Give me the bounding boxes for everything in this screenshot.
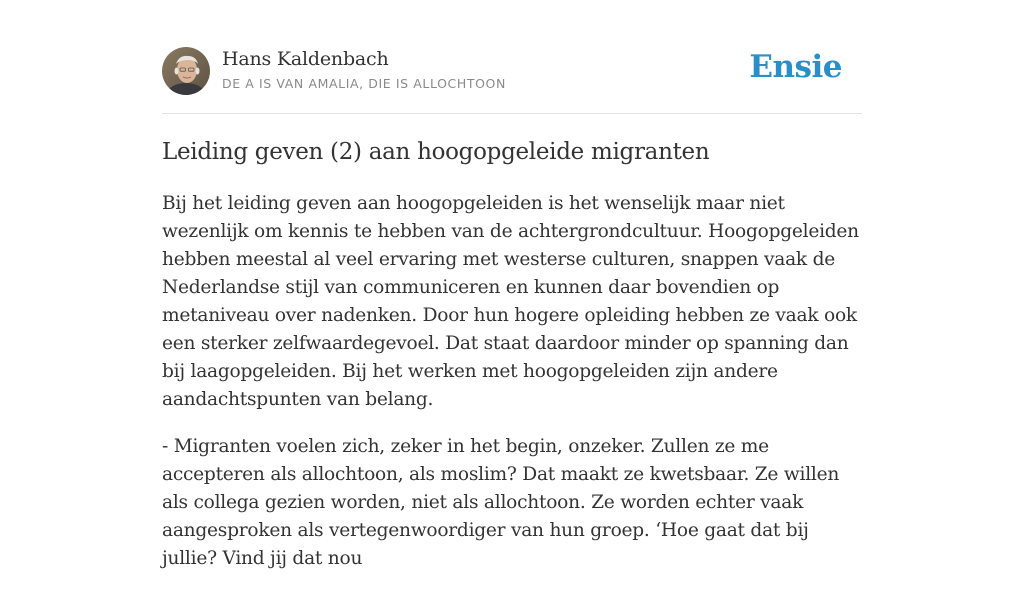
article-title: Leiding geven (2) aan hoogopgeleide migranten	[162, 139, 710, 165]
author-subtitle: DE A IS VAN AMALIA, DIE IS ALLOCHTOON	[222, 76, 506, 91]
author-photo	[162, 47, 210, 95]
article-paragraph: - Migranten voelen zich, zeker in het begin, onzeker. Zullen ze me accepteren als allochtoon, als moslim? Dat maakt ze kwetsbaar. Ze willen als collega gezien worden, niet als allochtoon. Ze worden echter vaak aangesproken als vertegenwoordiger van hun groep. ‘Hoe gaat dat bij jullie? Vind jij dat nou	[162, 436, 840, 569]
header-divider	[162, 113, 862, 114]
article-header	[162, 46, 862, 96]
author-avatar[interactable]	[162, 47, 210, 95]
article-paragraph: Bij het leiding geven aan hoogopgeleiden is het wenselijk maar niet wezenlijk om kennis te hebben van de achtergrondcultuur. Hoogopgeleiden hebben meestal al veel ervaring met westerse culturen, snappen vaak de Nederlandse stijl van communiceren en kunnen daar bovendien op metaniveau over nadenken. Door hun hogere opleiding hebben ze vaak ook een sterker zelfwaardegevoel. Dat staat daardoor minder op spanning dan bij laagopgeleiden. Bij het werken met hoogopgeleiden zijn andere aandachtspunten van belang.	[162, 193, 859, 410]
article-body	[162, 190, 867, 592]
author-name[interactable]: Hans Kaldenbach	[222, 48, 389, 70]
brand-logo[interactable]: Ensie	[749, 49, 842, 85]
